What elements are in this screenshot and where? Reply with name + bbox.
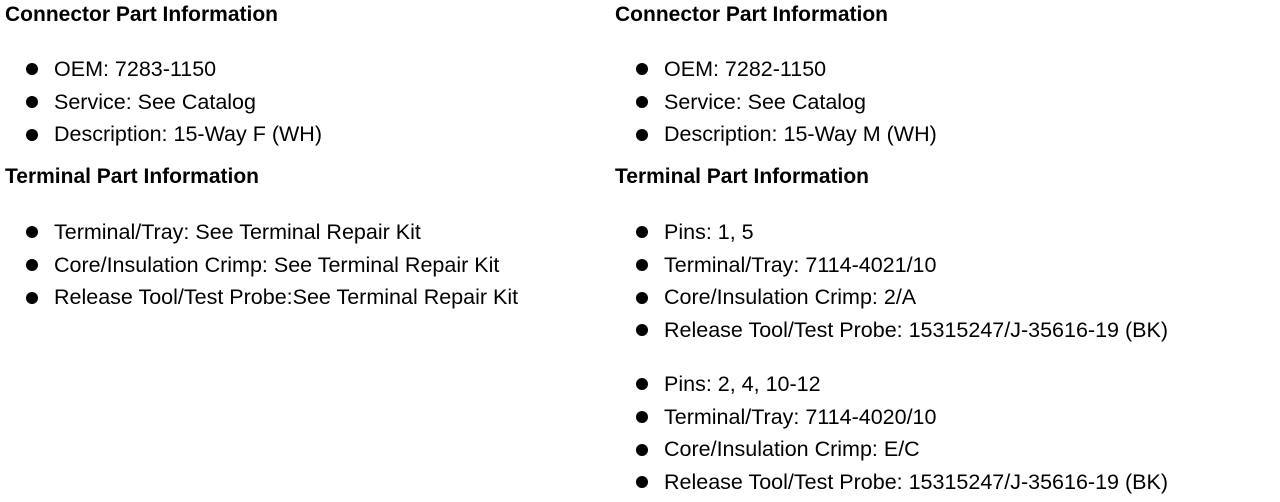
bullet-icon [636, 378, 648, 390]
bullet-icon [636, 411, 648, 423]
bullet-icon [26, 129, 38, 141]
item-text: Terminal/Tray: 7114-4020/10 [664, 404, 937, 429]
connector-list [615, 53, 937, 151]
list-item [615, 86, 937, 119]
list-item [615, 53, 937, 86]
item-text: Core/Insulation Crimp: 2/A [664, 285, 917, 310]
bullet-icon [26, 292, 38, 304]
item-text: Core/Insulation Crimp: See Terminal Repair Kit [54, 252, 500, 277]
bullet-icon [636, 63, 648, 75]
terminal-group-1-list [615, 216, 1168, 347]
list-item [615, 281, 1168, 314]
bullet-icon [26, 259, 38, 271]
item-text: OEM: 7282-1150 [664, 57, 827, 81]
bullet-icon [26, 63, 38, 75]
list-item [615, 118, 937, 151]
terminal-group-2-list [615, 368, 1168, 499]
item-text: Description: 15-Way F (WH) [54, 122, 322, 147]
connector-heading: Connector Part Information [5, 3, 279, 26]
bullet-icon [636, 292, 648, 304]
bullet-icon [636, 444, 648, 456]
bullet-icon [636, 226, 648, 238]
item-text: Description: 15-Way M (WH) [664, 122, 937, 147]
item-text: Terminal/Tray: See Terminal Repair Kit [54, 220, 421, 244]
list-item [615, 216, 1168, 249]
bullet-icon [636, 129, 648, 141]
bullet-icon [636, 476, 648, 488]
list-item [615, 314, 1168, 347]
bullet-icon [26, 226, 38, 238]
terminal-heading: Terminal Part Information [615, 165, 869, 188]
item-text: Release Tool/Test Probe: 15315247/J-35616-19 (BK) [664, 318, 1168, 343]
list-item [615, 368, 1168, 401]
list-item [615, 433, 1168, 466]
terminal-list [5, 216, 518, 314]
list-item [5, 53, 322, 86]
item-text: Release Tool/Test Probe:See Terminal Repair Kit [54, 285, 519, 310]
item-text: Terminal/Tray: 7114-4021/10 [664, 252, 937, 277]
item-text: OEM: 7283-1150 [54, 57, 217, 81]
item-text: Pins: 1, 5 [664, 220, 754, 244]
list-item [5, 216, 518, 249]
list-item [615, 401, 1168, 434]
list-item [5, 118, 322, 151]
item-text: Service: See Catalog [664, 89, 866, 114]
list-item [5, 249, 518, 282]
list-item [5, 86, 322, 119]
list-item [615, 466, 1168, 499]
bullet-icon [636, 259, 648, 271]
bullet-icon [636, 324, 648, 336]
list-item [5, 281, 518, 314]
item-text: Service: See Catalog [54, 89, 256, 114]
bullet-icon [636, 96, 648, 108]
item-text: Core/Insulation Crimp: E/C [664, 437, 920, 462]
bullet-icon [26, 96, 38, 108]
terminal-heading: Terminal Part Information [5, 165, 259, 188]
list-item [615, 249, 1168, 282]
connector-list [5, 53, 322, 151]
connector-heading: Connector Part Information [615, 3, 889, 26]
item-text: Release Tool/Test Probe: 15315247/J-35616-19 (BK) [664, 470, 1168, 495]
item-text: Pins: 2, 4, 10-12 [664, 372, 821, 396]
